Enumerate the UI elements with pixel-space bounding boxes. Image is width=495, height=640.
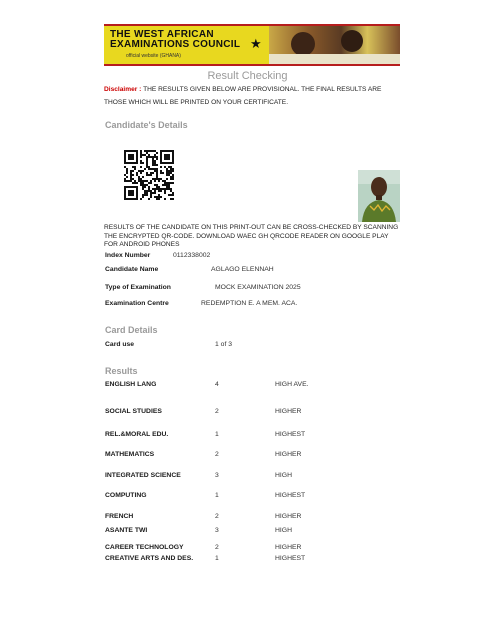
candidate-name-value: AGLAGO ELENNAH — [211, 266, 274, 273]
index-number-label: Index Number — [105, 252, 151, 259]
star-icon: ★ — [250, 36, 262, 51]
card-use-label: Card use — [105, 341, 135, 348]
result-interpretation: HIGH AVE. — [275, 381, 309, 388]
result-row — [105, 555, 405, 565]
result-grade: 1 — [215, 555, 219, 562]
candidate-photo — [358, 170, 400, 222]
disclaimer — [104, 83, 404, 109]
result-grade: 3 — [215, 472, 219, 479]
banner-photo — [269, 26, 400, 64]
results-section-title: Results — [105, 366, 138, 376]
exam-centre-label: Examination Centre — [105, 300, 169, 307]
result-grade: 2 — [215, 451, 219, 458]
result-row — [105, 451, 405, 461]
result-interpretation: HIGHEST — [275, 555, 306, 562]
result-interpretation: HIGHER — [275, 513, 302, 520]
result-grade: 1 — [215, 492, 219, 499]
result-subject: REL.&MORAL EDU. — [105, 431, 169, 438]
result-subject: INTEGRATED SCIENCE — [105, 472, 181, 479]
candidate-section-title: Candidate's Details — [105, 120, 188, 130]
disclaimer-label: Disclaimer : — [104, 86, 142, 93]
result-interpretation: HIGHER — [275, 544, 302, 551]
disclaimer-text: THE RESULTS GIVEN BELOW ARE PROVISIONAL. THE FINAL RESULTS ARE THOSE WHICH WILL BE PRINTED ON YOUR CERTIFICATE. — [104, 86, 382, 106]
result-row — [105, 527, 405, 537]
result-subject: CAREER TECHNOLOGY — [105, 544, 184, 551]
result-row — [105, 513, 405, 523]
result-row — [105, 431, 405, 441]
index-number-value: 0112338002 — [173, 252, 211, 259]
result-subject: CREATIVE ARTS AND DES. — [105, 555, 194, 562]
waec-banner — [104, 24, 400, 66]
result-grade: 4 — [215, 381, 219, 388]
result-subject: ASANTE TWI — [105, 527, 148, 534]
result-row — [105, 472, 405, 482]
result-interpretation: HIGHEST — [275, 431, 306, 438]
banner-title-line1: THE WEST AFRICAN — [110, 29, 214, 40]
banner-title — [110, 30, 240, 50]
result-interpretation: HIGHER — [275, 451, 302, 458]
result-interpretation: HIGHER — [275, 408, 302, 415]
result-interpretation: HIGH — [275, 472, 292, 479]
card-use-value: 1 of 3 — [215, 341, 233, 348]
result-interpretation: HIGHEST — [275, 492, 306, 499]
qr-code — [122, 148, 176, 202]
result-subject: SOCIAL STUDIES — [105, 408, 162, 415]
card-section-title: Card Details — [105, 325, 158, 335]
result-grade: 1 — [215, 431, 219, 438]
result-subject: COMPUTING — [105, 492, 147, 499]
page-title: Result Checking — [207, 70, 288, 82]
result-grade: 3 — [215, 527, 219, 534]
exam-type-label: Type of Examination — [105, 284, 171, 291]
result-row — [105, 408, 405, 418]
qr-verification-note: RESULTS OF THE CANDIDATE ON THIS PRINT-OUT CAN BE CROSS-CHECKED BY SCANNING THE ENCRYPTED QR-CODE. DOWNLOAD WAEC GH QRCODE READER ON GOOGLE PLAY FOR ANDROID PHONES — [104, 224, 399, 248]
exam-type-value: MOCK EXAMINATION 2025 — [215, 284, 301, 291]
banner-title-line2: EXAMINATIONS COUNCIL — [110, 39, 241, 50]
result-grade: 2 — [215, 544, 219, 551]
result-subject: ENGLISH LANG — [105, 381, 157, 388]
result-row — [105, 544, 405, 554]
banner-subtitle: official website (GHANA) — [126, 53, 181, 59]
result-grade: 2 — [215, 513, 219, 520]
exam-centre-value: REDEMPTION E. A MEM. ACA. — [201, 300, 298, 307]
result-subject: FRENCH — [105, 513, 134, 520]
result-grade: 2 — [215, 408, 219, 415]
result-row — [105, 381, 405, 391]
result-interpretation: HIGH — [275, 527, 292, 534]
result-row — [105, 492, 405, 502]
result-subject: MATHEMATICS — [105, 451, 155, 458]
candidate-name-label: Candidate Name — [105, 266, 159, 273]
